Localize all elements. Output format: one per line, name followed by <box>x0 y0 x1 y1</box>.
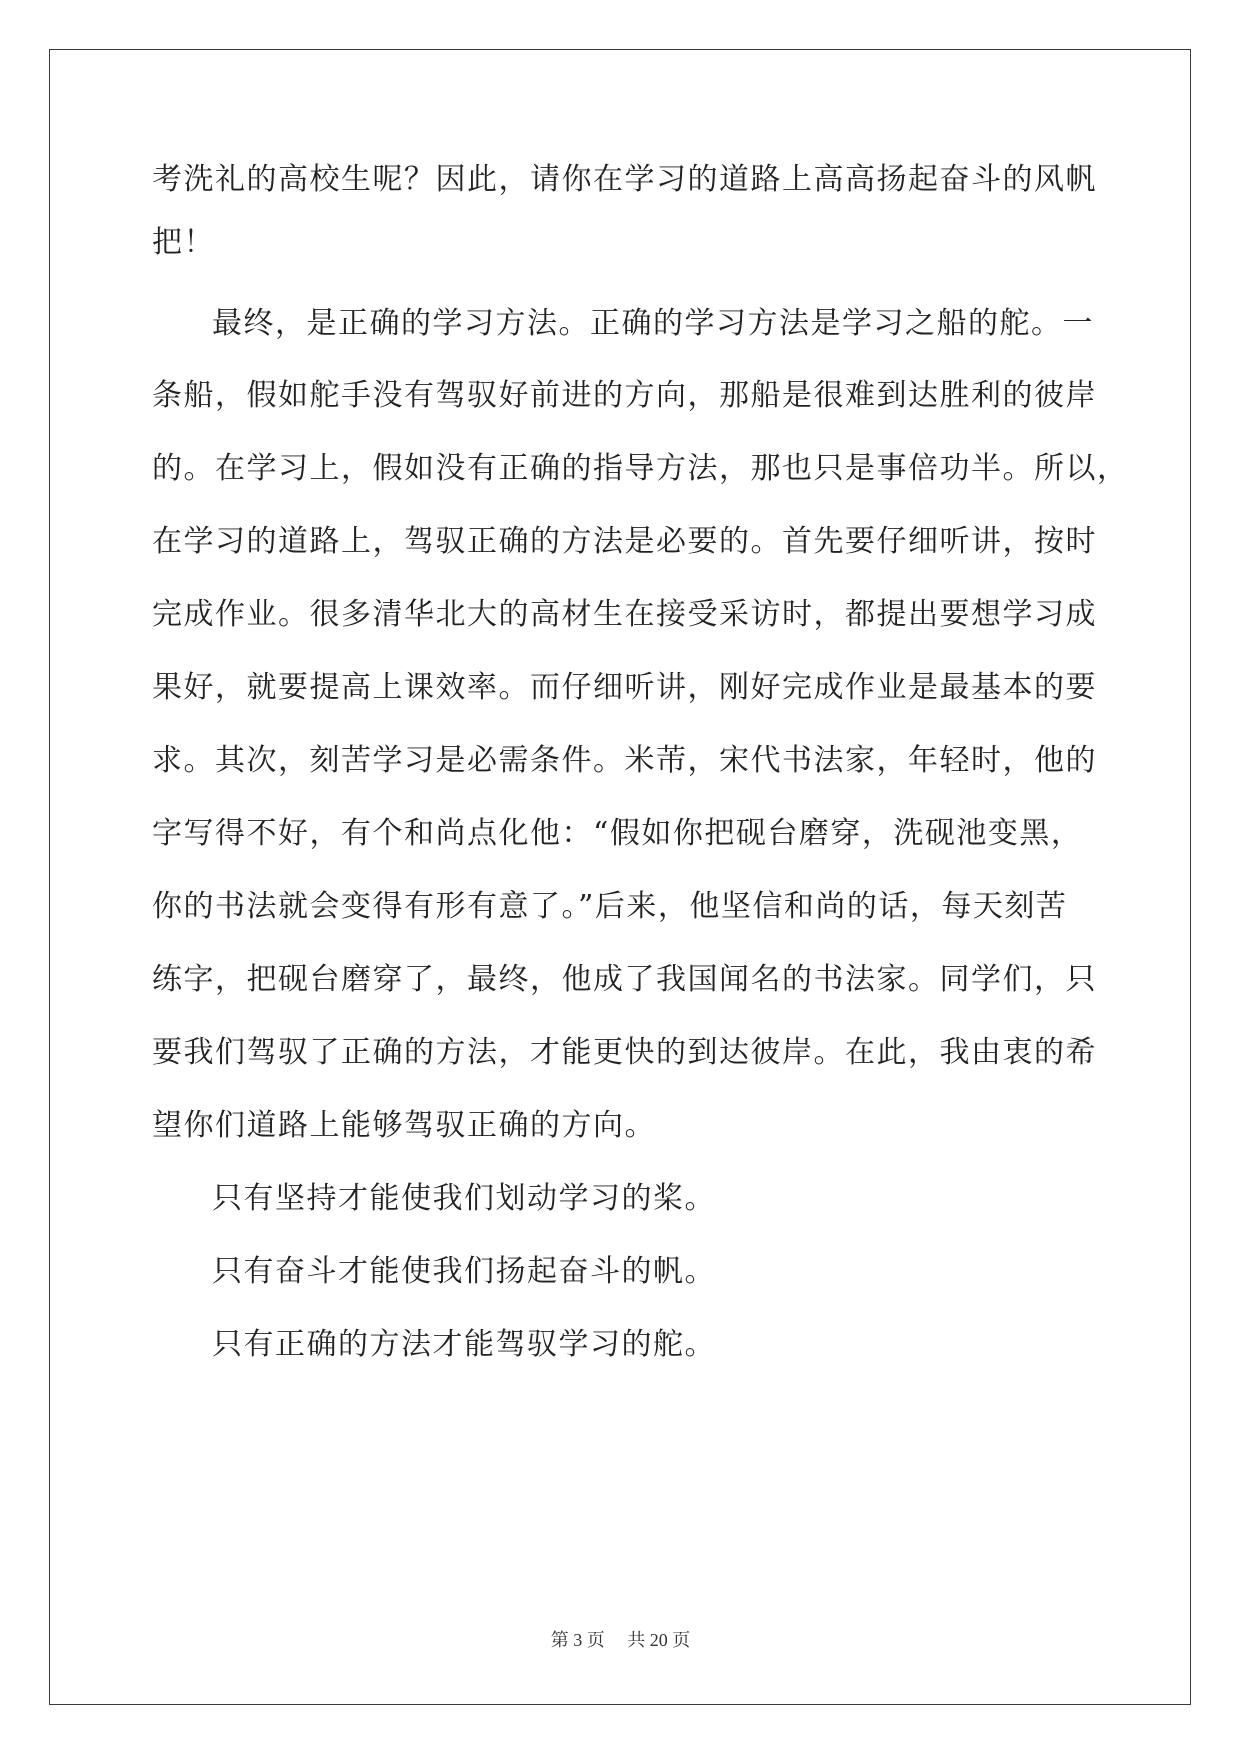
text-line: 字写得不好，有个和尚点化他：“假如你把砚台磨穿，洗砚池变黑， <box>152 816 1083 851</box>
text-line: 练字，把砚台磨穿了，最终，他成了我国闻名的书法家。同学们，只 <box>152 962 1097 997</box>
closing-line-rudder: 只有正确的方法才能驾驭学习的舵。 <box>212 1327 716 1362</box>
text-line: 条船，假如舵手没有驾驭好前进的方向，那船是很难到达胜利的彼岸 <box>152 378 1097 413</box>
closing-line-oar: 只有坚持才能使我们划动学习的桨。 <box>212 1181 716 1216</box>
text-line: 你的书法就会变得有形有意了。”后来，他坚信和尚的话，每天刻苦 <box>152 889 1068 924</box>
text-line: 完成作业。很多清华北大的高材生在接受采访时，都提出要想学习成 <box>152 597 1097 632</box>
text-line: 考洗礼的高校生呢？因此，请你在学习的道路上高高扬起奋斗的风帆 <box>152 162 1097 197</box>
text-line: 要我们驾驭了正确的方法，才能更快的到达彼岸。在此，我由衷的希 <box>152 1035 1097 1070</box>
text-line: 在学习的道路上，驾驭正确的方法是必要的。首先要仔细听讲，按时 <box>152 524 1097 559</box>
text-line: 的。在学习上，假如没有正确的指导方法，那也只是事倍功半。所以， <box>152 451 1129 486</box>
text-line: 望你们道路上能够驾驭正确的方向。 <box>152 1108 656 1143</box>
text-line: 把！ <box>152 225 215 260</box>
page-number-footer: 第 3 页 共 20 页 <box>550 1630 691 1650</box>
paragraph-start-line: 最终，是正确的学习方法。正确的学习方法是学习之船的舵。一 <box>212 306 1094 341</box>
page-border <box>49 49 1191 1705</box>
text-line: 果好，就要提高上课效率。而仔细听讲，刚好完成作业是最基本的要 <box>152 670 1097 705</box>
text-line: 求。其次，刻苦学习是必需条件。米芾，宋代书法家，年轻时，他的 <box>152 743 1097 778</box>
closing-line-sail: 只有奋斗才能使我们扬起奋斗的帆。 <box>212 1254 716 1289</box>
